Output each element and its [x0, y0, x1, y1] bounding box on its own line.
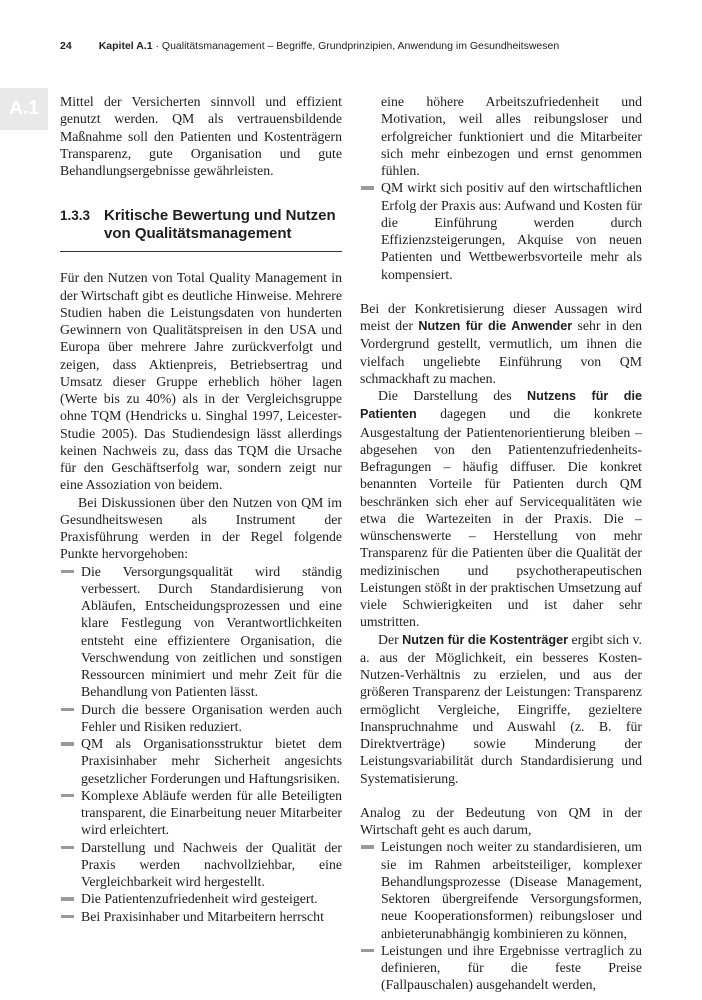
benefits-list	[60, 563, 342, 925]
header-title: Qualitätsmanagement – Begriffe, Grundprinzipien, Anwendung im Gesundheitswesen	[161, 40, 560, 52]
list-item	[360, 838, 642, 942]
right-column	[360, 93, 642, 994]
chapter-label: Kapitel A.1	[98, 40, 153, 52]
list-item-text: Komplexe Abläufe werden für alle Beteiligten transparent, die Einarbeitung neuer Mitarbeiter wird erleichtert.	[81, 787, 342, 838]
list-item-text: Leistungen noch weiter zu standardisieren, um sie im Rahmen arbeitsteiliger, komplexer Behandlungsprozesse (Disease Management, Sektoren übergreifende Versorgungsformen, neue Kooperationsformen) reibungsloser und anbieterunabhängig kombinieren zu können,	[381, 839, 642, 941]
bullet-dash-icon	[61, 846, 74, 850]
bullet-dash-icon	[61, 794, 74, 798]
text-run: Der	[378, 631, 403, 647]
bullet-dash-icon	[361, 186, 374, 190]
list-item	[360, 942, 642, 994]
list-item-continuation: eine höhere Arbeitszufriedenheit und Motivation, weil alles reibungsloser und erfolgreicher funktioniert und die Mitarbeiter sich mehr einbezogen und ernst genommen fühlen.	[381, 94, 642, 178]
bullet-dash-icon	[61, 915, 74, 919]
body-paragraph	[360, 631, 642, 787]
section-number: 1.3.3	[60, 208, 91, 224]
text-run: sehr in den Vordergrund gestellt, vermutlich, um ihnen die vielfach ungeliebte Einführung von QM schmackhaft zu machen.	[360, 318, 642, 386]
list-item-text: Bei Praxisinhaber und Mitarbeitern herrscht	[81, 908, 324, 924]
list-item-text: Darstellung und Nachweis der Qualität der Praxis werden nachvollziehbar, eine Vergleichbarkeit wird hergestellt.	[81, 839, 342, 889]
list-item-text: QM als Organisationsstruktur bietet dem Praxisinhaber mehr Sicherheit angesichts gesetzlicher Forderungen und Haftungsrisiken.	[81, 736, 342, 786]
list-item	[60, 563, 342, 701]
chapter-side-tab: A.1	[0, 88, 48, 130]
list-item	[60, 735, 342, 787]
bullet-dash-icon	[61, 742, 74, 746]
header-separator: ·	[155, 40, 159, 52]
bullet-dash-icon	[61, 708, 74, 712]
list-item-text: Leistungen und ihre Ergebnisse vertraglich zu definieren, für die feste Preise (Fallpauschalen) ausgehandelt werden,	[381, 942, 642, 993]
intro-paragraph: Mittel der Versicherten sinnvoll und effizient genutzt werden. QM als vertrauensbildende Maßnahme soll den Patienten und Kostenträgern Transparenz, gute Organisation und gute Behandlungsergebnisse gewährleisten.	[60, 94, 342, 178]
running-header	[60, 40, 642, 52]
bullet-dash-icon	[61, 897, 74, 901]
emphasis-payers: Nutzen für die Kostenträger	[402, 632, 568, 647]
text-run: ergibt sich v. a. aus der Möglichkeit, ein besseres Kosten-Nutzen-Verhältnis zu erzielen, und aus der größeren Transparenz der Leistungen: Transparenz ermöglicht Vergleiche, Eingriffe, gezieltere Inanspruchnahme und Auswahl (z. B. für Direktverträge) sowie Minderung der Leistungsvariabilität durch Standardisierung und Systematisierung.	[360, 631, 642, 786]
list-item	[60, 839, 342, 891]
page-number: 24	[60, 40, 72, 52]
list-item-text: Die Versorgungsqualität wird ständig verbessert. Durch Standardisierung von Abläufen, Entscheidungsprozessen und eine klare Festlegung von Verantwortlichkeiten entsteht eine effizientere Organisation, die Verschwendung von zeitlichen und sonstigen Ressourcen minimiert und mehr Zeit für die Behandlung von Patienten lässt.	[81, 563, 342, 700]
section-title: Kritische Bewertung und Nutzen von Qualitätsmanagement	[104, 207, 336, 243]
section-heading	[60, 207, 342, 252]
list-item	[60, 787, 342, 839]
body-paragraph	[360, 300, 642, 387]
list-item	[60, 908, 342, 925]
bullet-dash-icon	[61, 570, 74, 574]
text-run: Die Darstellung des	[378, 388, 528, 403]
list-item-text: Die Patientenzufriedenheit wird gesteigert.	[81, 891, 318, 907]
benefits-list-continued	[360, 179, 642, 283]
bullet-dash-icon	[361, 845, 374, 849]
goals-list	[360, 838, 642, 993]
body-paragraph: Bei Diskussionen über den Nutzen von QM im Gesundheitswesen als Instrument der Praxisführung werden in der Regel folgende Punkte hervorgehoben:	[60, 494, 342, 562]
bullet-dash-icon	[361, 949, 374, 953]
text-run: dagegen und die konkrete Ausgestaltung der Patientenorientierung bleiben – abgesehen von den Patientenzufriedenheits-Befragungen – häufig diffuser. Die konkret benannten Vorteile für Patienten durch QM beschränken sich eher auf Servicequalitäten wie etwa die Wartezeiten in der Praxis. Die – wünschenswerte – Herstellung von mehr Transparenz für die Patienten über die Qualität der medizinischen und psychotherapeutischen Leistungen stößt in der praktischen Umsetzung auf viele Schwierigkeiten und ist daher sehr umstritten.	[360, 406, 642, 630]
list-item	[60, 701, 342, 736]
body-paragraph: Für den Nutzen von Total Quality Management in der Wirtschaft gibt es deutliche Hinweise. Mehrere Studien haben die Leistungsdaten von hunderten Gewinnern von Qualitätspreisen in den USA und Europa über mehrere Jahre zurückverfolgt und zeigen, dass Aktienpreis, Betriebsertrag und Umsatz dieser Gruppe erheblich höher lagen (Werte bis zu 40%) als in der Vergleichsgruppe ohne TQM (Hendricks u. Singhal 1997, Leicester-Studie 2005). Das Studiendesign lässt allerdings keinen Nachweis zu, dass das TQM die Ursache für den Geschäftserfolg war, sondern zeigt nur eine Assoziation von beidem.	[60, 270, 342, 493]
list-item	[60, 890, 342, 907]
body-paragraph	[360, 387, 642, 631]
left-column	[60, 93, 342, 925]
emphasis-patients: Nutzens für die Patienten	[360, 389, 642, 422]
text-run: Bei der Konkretisierung dieser Aussagen wird meist der	[360, 300, 642, 333]
list-item	[360, 179, 642, 283]
emphasis-users: Nutzen für die Anwender	[418, 319, 573, 333]
list-item-text: Durch die bessere Organisation werden auch Fehler und Risiken reduziert.	[81, 701, 342, 734]
body-paragraph: Analog zu der Bedeutung von QM in der Wirtschaft geht es auch darum,	[360, 804, 642, 837]
list-item-text: QM wirkt sich positiv auf den wirtschaftlichen Erfolg der Praxis aus: Aufwand und Kosten für die Einführung werden durch Effizienzsteigerungen, Akquise von neuen Patienten und Wettbewerbsvorteile mehr als kompensiert.	[381, 180, 642, 282]
